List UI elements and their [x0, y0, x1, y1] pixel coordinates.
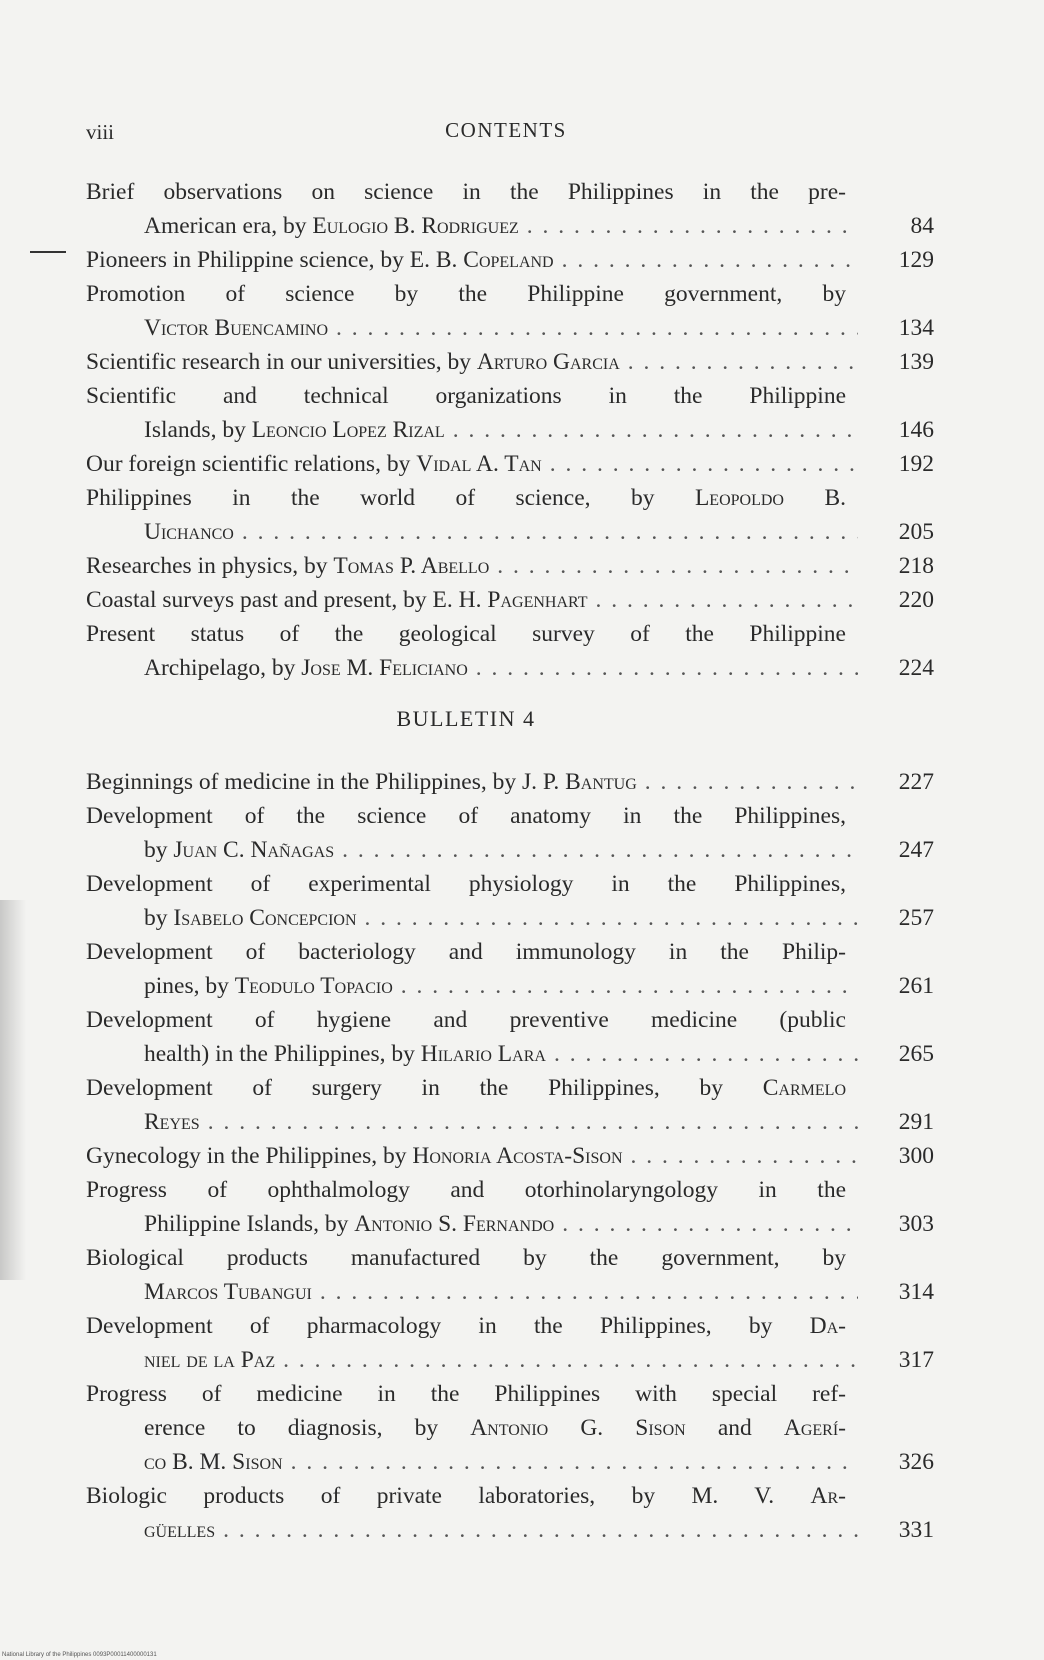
- title-text: by: [144, 905, 174, 931]
- toc-page-number: 192: [898, 451, 934, 477]
- dot-leader: [631, 1139, 858, 1173]
- dot-leader: [645, 765, 858, 799]
- toc-entry: [86, 765, 934, 799]
- dot-leader: [476, 651, 858, 685]
- toc-entry: [86, 867, 934, 935]
- toc-entry-line: [86, 515, 934, 549]
- toc-entry-text: [144, 1513, 215, 1547]
- section-heading: BULLETIN 4: [396, 706, 536, 731]
- margin-dash-mark: [30, 251, 66, 253]
- toc-entry-line: [86, 1037, 934, 1071]
- author-name: Eulogio B. Rodriguez: [312, 213, 519, 239]
- toc-entry-line: [86, 175, 934, 209]
- toc-entry-text: [86, 243, 554, 277]
- title-text: Biological products manufactured by the government, by: [86, 1245, 846, 1271]
- toc-entry-text: [86, 345, 620, 379]
- title-text: Gynecology in the Philippines, by: [86, 1143, 413, 1169]
- toc-entry-line: [86, 833, 934, 867]
- toc-page-number: 303: [898, 1211, 934, 1237]
- toc-page-number: 247: [898, 837, 934, 863]
- toc-entry: [86, 1003, 934, 1071]
- running-head: [86, 118, 926, 148]
- toc-entry-line: [86, 1207, 934, 1241]
- toc-page-number: 314: [898, 1279, 934, 1305]
- dot-leader: [291, 1445, 858, 1479]
- page-number: viii: [86, 120, 115, 144]
- title-text: Brief observations on science in the Philippines in the pre-: [86, 179, 846, 205]
- toc-entry-line: [86, 1003, 934, 1037]
- toc-entry: [86, 1309, 934, 1377]
- toc-page-number: 300: [898, 1143, 934, 1169]
- author-name: co B. M. Sison: [144, 1449, 283, 1475]
- toc-entry-text: [86, 583, 588, 617]
- title-text: Development of surgery in the Philippines, by: [86, 1075, 763, 1101]
- toc-entry-text: [144, 833, 334, 867]
- title-text: health) in the Philippines, by: [144, 1041, 421, 1067]
- toc-entry-line: [86, 549, 934, 583]
- toc-entry-line: [86, 969, 934, 1003]
- toc-entry-line: [86, 1241, 934, 1275]
- toc-page-number: 129: [898, 247, 934, 273]
- title-text: Scientific and technical organizations in the Philippine: [86, 383, 846, 409]
- toc-page-number: 261: [898, 973, 934, 999]
- title-text: Researches in physics, by: [86, 553, 334, 579]
- author-name: Teodulo Topacio: [234, 973, 393, 999]
- toc-entry: [86, 175, 934, 243]
- author-name: Da-: [809, 1313, 846, 1339]
- toc-entry-line: [86, 447, 934, 481]
- toc-entry-text: [86, 549, 489, 583]
- toc-entry-line: [86, 1479, 934, 1513]
- dot-leader: [283, 1343, 858, 1377]
- toc-entry: [86, 1173, 934, 1241]
- toc-entry-text: [144, 311, 328, 345]
- dot-leader: [497, 549, 858, 583]
- toc-page-number: 84: [910, 213, 934, 239]
- toc-entry-text: [144, 1105, 200, 1139]
- toc-page-number: 265: [898, 1041, 934, 1067]
- toc-entry-line: [86, 651, 934, 685]
- toc-entry-text: [144, 413, 445, 447]
- author-name: Carmelo: [762, 1075, 846, 1101]
- author-name: Marcos Tubangui: [144, 1279, 312, 1305]
- toc-entry: [86, 935, 934, 1003]
- toc-entry-text: [144, 1445, 283, 1479]
- title-text: Progress of ophthalmology and otorhinolaryngology in the: [86, 1177, 846, 1203]
- author-name: Antonio G. Sison: [470, 1415, 686, 1441]
- toc-entry: [86, 1377, 934, 1479]
- toc-entry-line: [86, 617, 934, 651]
- scan-footer: National Library of the Philippines 0093P00011400000131: [2, 1652, 157, 1658]
- author-name: Ar-: [810, 1483, 846, 1509]
- author-name: Tomas P. Abello: [333, 553, 490, 579]
- toc-entry: [86, 583, 934, 617]
- author-name: Juan C. Nañagas: [173, 837, 335, 863]
- author-name: Jose M. Feliciano: [301, 655, 468, 681]
- author-name: Vidal A. Tan: [416, 451, 542, 477]
- author-name: Isabelo Concepcion: [173, 905, 357, 931]
- title-text: Philippine Islands, by: [144, 1211, 355, 1237]
- toc-page-number: 218: [898, 553, 934, 579]
- author-name: Copeland: [463, 247, 554, 273]
- toc-entry-line: [86, 1139, 934, 1173]
- toc-page-number: 146: [898, 417, 934, 443]
- dot-leader: [365, 901, 858, 935]
- toc-entry-line: [86, 1445, 934, 1479]
- toc-entry: [86, 277, 934, 345]
- toc-entry-line: [86, 1173, 934, 1207]
- dot-leader: [527, 209, 858, 243]
- dot-leader: [208, 1105, 858, 1139]
- title-text: erence to diagnosis, by: [144, 1415, 471, 1441]
- title-text: Promotion of science by the Philippine government, by: [86, 281, 846, 307]
- toc-entry-line: [86, 1105, 934, 1139]
- author-name: Pagenhart: [487, 587, 588, 613]
- toc-entry-line: [86, 413, 934, 447]
- author-name: Leopoldo B.: [694, 485, 846, 511]
- toc-entry-line: [86, 583, 934, 617]
- toc-entry-text: [144, 1343, 275, 1377]
- toc-entry-line: [86, 379, 934, 413]
- toc-entry-line: [86, 1411, 934, 1445]
- toc-entry: [86, 447, 934, 481]
- page-edge-shadow: [0, 900, 26, 1280]
- toc-entry-text: [86, 447, 542, 481]
- toc-entry-line: [86, 311, 934, 345]
- title-text: Development of bacteriology and immunology in the Philip-: [86, 939, 846, 965]
- toc-entry-line: [86, 799, 934, 833]
- author-name: Antonio S. Fernando: [354, 1211, 555, 1237]
- title-text: and: [685, 1415, 784, 1441]
- title-text: Archipelago, by: [144, 655, 302, 681]
- title-text: Present status of the geological survey of the Philippine: [86, 621, 846, 647]
- toc-entry-line: [86, 345, 934, 379]
- toc-page-number: 205: [898, 519, 934, 545]
- toc-page-number: 326: [898, 1449, 934, 1475]
- dot-leader: [223, 1513, 858, 1547]
- title-text: Development of pharmacology in the Philippines, by: [86, 1313, 810, 1339]
- toc-entry-text: [86, 1139, 623, 1173]
- dot-leader: [596, 583, 859, 617]
- toc-entry-line: [86, 209, 934, 243]
- author-name: Reyes: [144, 1109, 200, 1135]
- toc-entry: [86, 1479, 934, 1547]
- toc-list-bulletin-4: [86, 765, 934, 1547]
- toc-entry: [86, 1071, 934, 1139]
- toc-entry: [86, 1241, 934, 1309]
- title-text: Our foreign scientific relations, by: [86, 451, 417, 477]
- toc-entry-text: [144, 1207, 554, 1241]
- toc-entry-line: [86, 765, 934, 799]
- author-name: Agerí-: [783, 1415, 846, 1441]
- toc-entry-line: [86, 935, 934, 969]
- toc-page-number: 317: [898, 1347, 934, 1373]
- toc-page-number: 134: [898, 315, 934, 341]
- toc-entry-line: [86, 867, 934, 901]
- toc-entry-text: [144, 969, 393, 1003]
- author-name: Bantug: [565, 769, 637, 795]
- toc-entry-line: [86, 1309, 934, 1343]
- toc-page-number: 331: [898, 1517, 934, 1543]
- author-name: Leoncio Lopez Rizal: [251, 417, 445, 443]
- dot-leader: [453, 413, 858, 447]
- header-title: CONTENTS: [445, 118, 567, 142]
- title-text: Development of hygiene and preventive medicine (public: [86, 1007, 846, 1033]
- author-name: Victor Buencamino: [144, 315, 329, 341]
- author-name: Arturo Garcia: [476, 349, 620, 375]
- toc-entry-line: [86, 481, 934, 515]
- toc-entry-text: [144, 1037, 546, 1071]
- author-name: güelles: [144, 1517, 216, 1543]
- dot-leader: [320, 1275, 858, 1309]
- toc-page-number: 227: [898, 769, 934, 795]
- toc-entry: [86, 379, 934, 447]
- toc-entry-line: [86, 277, 934, 311]
- title-text: Coastal surveys past and present, by E. H.: [86, 587, 488, 613]
- title-text: Beginnings of medicine in the Philippines, by J. P.: [86, 769, 566, 795]
- toc-entry-line: [86, 1275, 934, 1309]
- toc-entry: [86, 1139, 934, 1173]
- toc-entry: [86, 345, 934, 379]
- title-text: Scientific research in our universities, by: [86, 349, 477, 375]
- toc-entry-text: [144, 209, 519, 243]
- title-text: Biologic products of private laboratories, by M. V.: [86, 1483, 811, 1509]
- dot-leader: [342, 833, 858, 867]
- toc-page-number: 257: [898, 905, 934, 931]
- title-text: Philippines in the world of science, by: [86, 485, 695, 511]
- dot-leader: [242, 515, 858, 549]
- title-text: Islands, by: [144, 417, 252, 443]
- title-text: pines, by: [144, 973, 235, 999]
- author-name: Hilario Lara: [420, 1041, 546, 1067]
- dot-leader: [550, 447, 858, 481]
- title-text: Pioneers in Philippine science, by E. B.: [86, 247, 464, 273]
- title-text: by: [144, 837, 174, 863]
- toc-entry-text: [144, 515, 234, 549]
- author-name: Uichanco: [144, 519, 234, 545]
- dot-leader: [562, 243, 858, 277]
- toc-entry-text: [86, 765, 637, 799]
- toc-page-number: 139: [898, 349, 934, 375]
- toc-entry-line: [86, 1377, 934, 1411]
- author-name: niel de la Paz: [144, 1347, 276, 1373]
- toc-entry: [86, 481, 934, 549]
- title-text: American era, by: [144, 213, 313, 239]
- toc-entry-text: [144, 1275, 312, 1309]
- toc-list-main: [86, 175, 934, 685]
- toc-entry: [86, 549, 934, 583]
- dot-leader: [401, 969, 858, 1003]
- dot-leader: [562, 1207, 858, 1241]
- dot-leader: [554, 1037, 858, 1071]
- toc-entry-line: [86, 1513, 934, 1547]
- toc-page-number: 224: [898, 655, 934, 681]
- title-text: Progress of medicine in the Philippines with special ref-: [86, 1381, 846, 1407]
- toc-entry-line: [86, 1071, 934, 1105]
- toc-entry-line: [86, 901, 934, 935]
- title-text: Development of the science of anatomy in the Philippines,: [86, 803, 846, 829]
- toc-entry: [86, 799, 934, 867]
- toc-page-number: 291: [898, 1109, 934, 1135]
- toc-entry-text: [144, 651, 468, 685]
- dot-leader: [336, 311, 858, 345]
- toc-page-number: 220: [898, 587, 934, 613]
- title-text: Development of experimental physiology in the Philippines,: [86, 871, 846, 897]
- toc-entry-line: [86, 1343, 934, 1377]
- dot-leader: [628, 345, 858, 379]
- toc-entry-line: [86, 243, 934, 277]
- toc-entry: [86, 243, 934, 277]
- toc-entry-text: [144, 901, 357, 935]
- author-name: Honoria Acosta-Sison: [412, 1143, 623, 1169]
- toc-entry: [86, 617, 934, 685]
